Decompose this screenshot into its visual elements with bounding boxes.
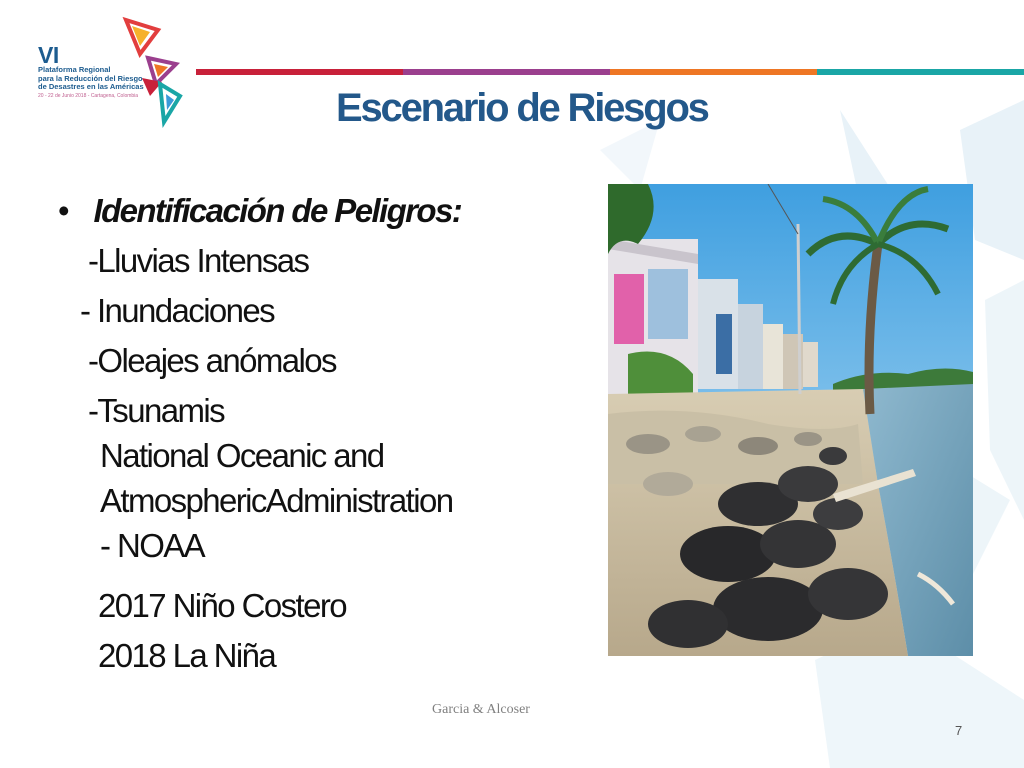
logo-date: 20 - 22 de Junio 2018 - Cartagena, Colombia xyxy=(38,92,139,99)
bullet-heading: Identificación de Peligros: xyxy=(93,192,462,229)
logo-line: Plataforma Regional xyxy=(38,65,111,74)
slide-title: Escenario de Riesgos xyxy=(336,86,708,130)
hazard-item: -Tsunamis xyxy=(88,392,224,429)
logo-line: de Desastres en las Américas xyxy=(38,82,144,91)
page-number: 7 xyxy=(955,723,963,738)
event-line: 2017 Niño Costero xyxy=(98,587,346,624)
logo-text xyxy=(38,44,158,100)
color-bar-segment-orange xyxy=(610,69,817,75)
footer-author: Garcia & Alcoser xyxy=(432,702,530,717)
color-bar-segment-purple xyxy=(403,69,610,75)
event-line: 2018 La Niña xyxy=(98,637,276,674)
color-bar-segment-teal xyxy=(817,69,1024,75)
source-line: National Oceanic and xyxy=(100,437,384,474)
color-bar-segment-red xyxy=(196,69,403,75)
hazard-item: -Lluvias Intensas xyxy=(88,242,309,279)
bullet-dot-icon: • xyxy=(58,192,68,229)
source-line: AtmosphericAdministration xyxy=(100,482,453,519)
logo-line: para la Reducción del Riesgo xyxy=(38,73,143,83)
hazard-item: -Oleajes anómalos xyxy=(88,342,336,379)
platform-logo xyxy=(28,14,198,129)
logo-numeral: VI xyxy=(38,42,59,68)
hazard-item: - Inundaciones xyxy=(80,292,275,329)
color-bar xyxy=(196,69,1024,75)
bullet-heading-row xyxy=(58,186,461,236)
coastal-erosion-photo xyxy=(608,184,973,656)
source-line: - NOAA xyxy=(100,527,205,564)
